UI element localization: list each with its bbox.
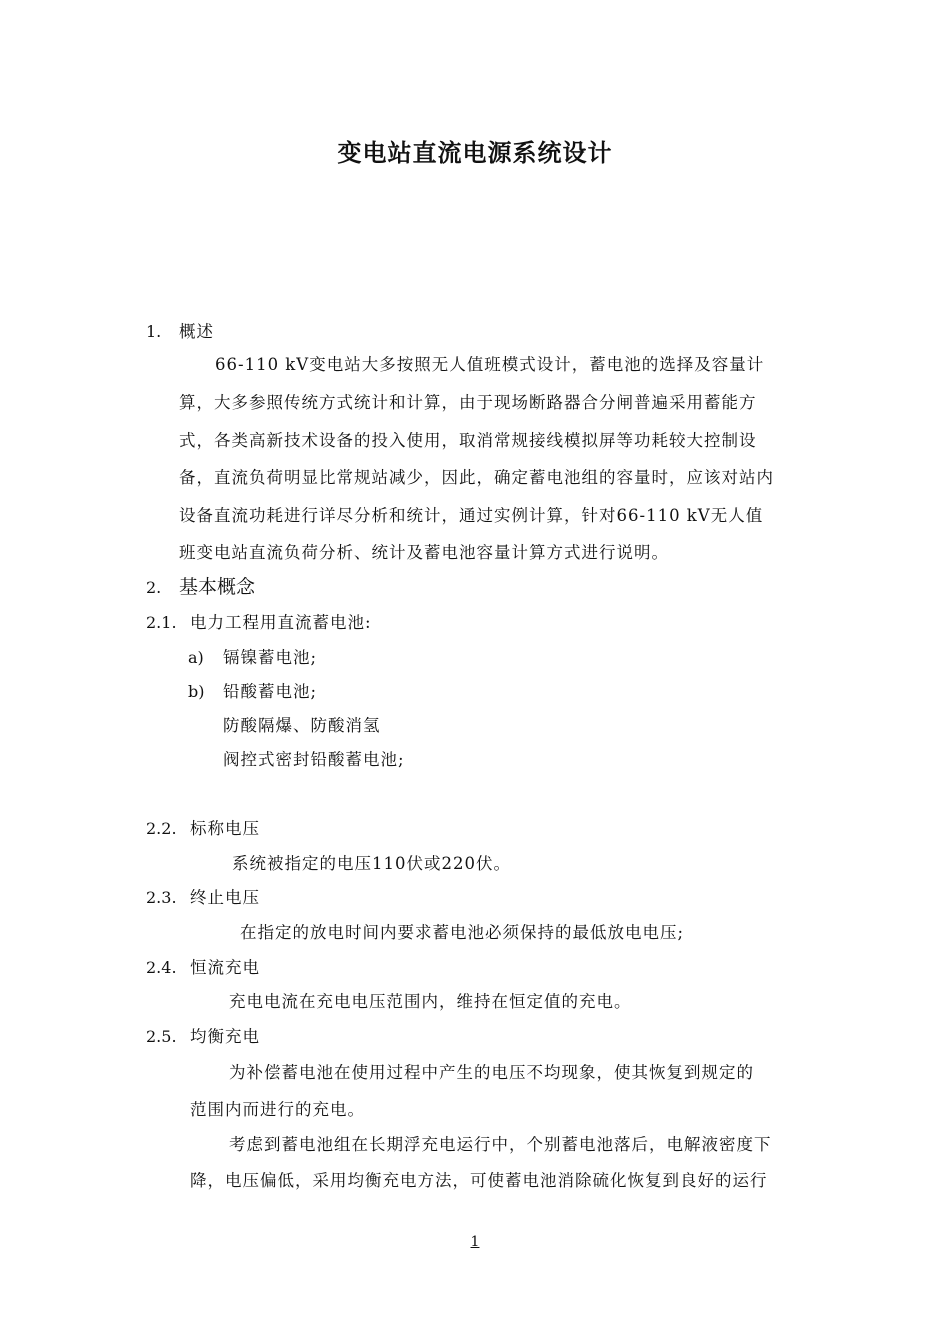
section-number: 2.3. (146, 888, 177, 907)
section-heading: 均衡充电 (190, 1027, 260, 1046)
paragraph-line: 考虑到蓄电池组在长期浮充电运行中，个别蓄电池落后，电解液密度下 (229, 1135, 772, 1154)
list-item: 镉镍蓄电池; (223, 648, 318, 667)
paragraph-line: 算，大多参照传统方式统计和计算，由于现场断路器合分闸普遍采用蓄能方 (179, 393, 757, 412)
section-heading: 概述 (179, 322, 214, 341)
section-number: 1. (146, 322, 162, 341)
section-number: 2.2. (146, 819, 177, 838)
list-marker: a) (188, 648, 204, 667)
page-title: 变电站直流电源系统设计 (337, 138, 613, 167)
list-subitem: 阀控式密封铅酸蓄电池; (223, 750, 405, 769)
paragraph-line: 在指定的放电时间内要求蓄电池必须保持的最低放电电压; (240, 923, 685, 942)
paragraph-line: 66-110 kV变电站大多按照无人值班模式设计，蓄电池的选择及容量计 (215, 355, 765, 374)
section-heading: 终止电压 (190, 888, 260, 907)
section-heading: 恒流充电 (190, 958, 260, 977)
paragraph-line: 降，电压偏低，采用均衡充电方法，可使蓄电池消除硫化恢复到良好的运行 (190, 1171, 768, 1190)
paragraph-line: 班变电站直流负荷分析、统计及蓄电池容量计算方式进行说明。 (179, 543, 669, 562)
section-number: 2.1. (146, 613, 177, 632)
paragraph-line: 范围内而进行的充电。 (190, 1100, 365, 1119)
paragraph-line: 系统被指定的电压110伏或220伏。 (232, 854, 511, 873)
list-subitem: 防酸隔爆、防酸消氢 (223, 716, 381, 735)
section-heading: 电力工程用直流蓄电池: (190, 613, 372, 632)
section-heading: 标称电压 (190, 819, 260, 838)
section-number: 2. (146, 578, 162, 597)
list-item: 铅酸蓄电池; (223, 682, 318, 701)
paragraph-line: 设备直流功耗进行详尽分析和统计，通过实例计算，针对66-110 kV无人值 (179, 506, 764, 525)
section-number: 2.5. (146, 1027, 177, 1046)
paragraph-line: 为补偿蓄电池在使用过程中产生的电压不均现象，使其恢复到规定的 (229, 1063, 754, 1082)
page-number: 1 (470, 1234, 480, 1250)
paragraph-line: 式，各类高新技术设备的投入使用，取消常规接线模拟屏等功耗较大控制设 (179, 431, 757, 450)
list-marker: b) (188, 682, 205, 701)
paragraph-line: 充电电流在充电电压范围内，维持在恒定值的充电。 (229, 992, 632, 1011)
section-number: 2.4. (146, 958, 177, 977)
paragraph-line: 备，直流负荷明显比常规站减少，因此，确定蓄电池组的容量时，应该对站内 (179, 468, 774, 487)
section-heading: 基本概念 (179, 576, 256, 598)
